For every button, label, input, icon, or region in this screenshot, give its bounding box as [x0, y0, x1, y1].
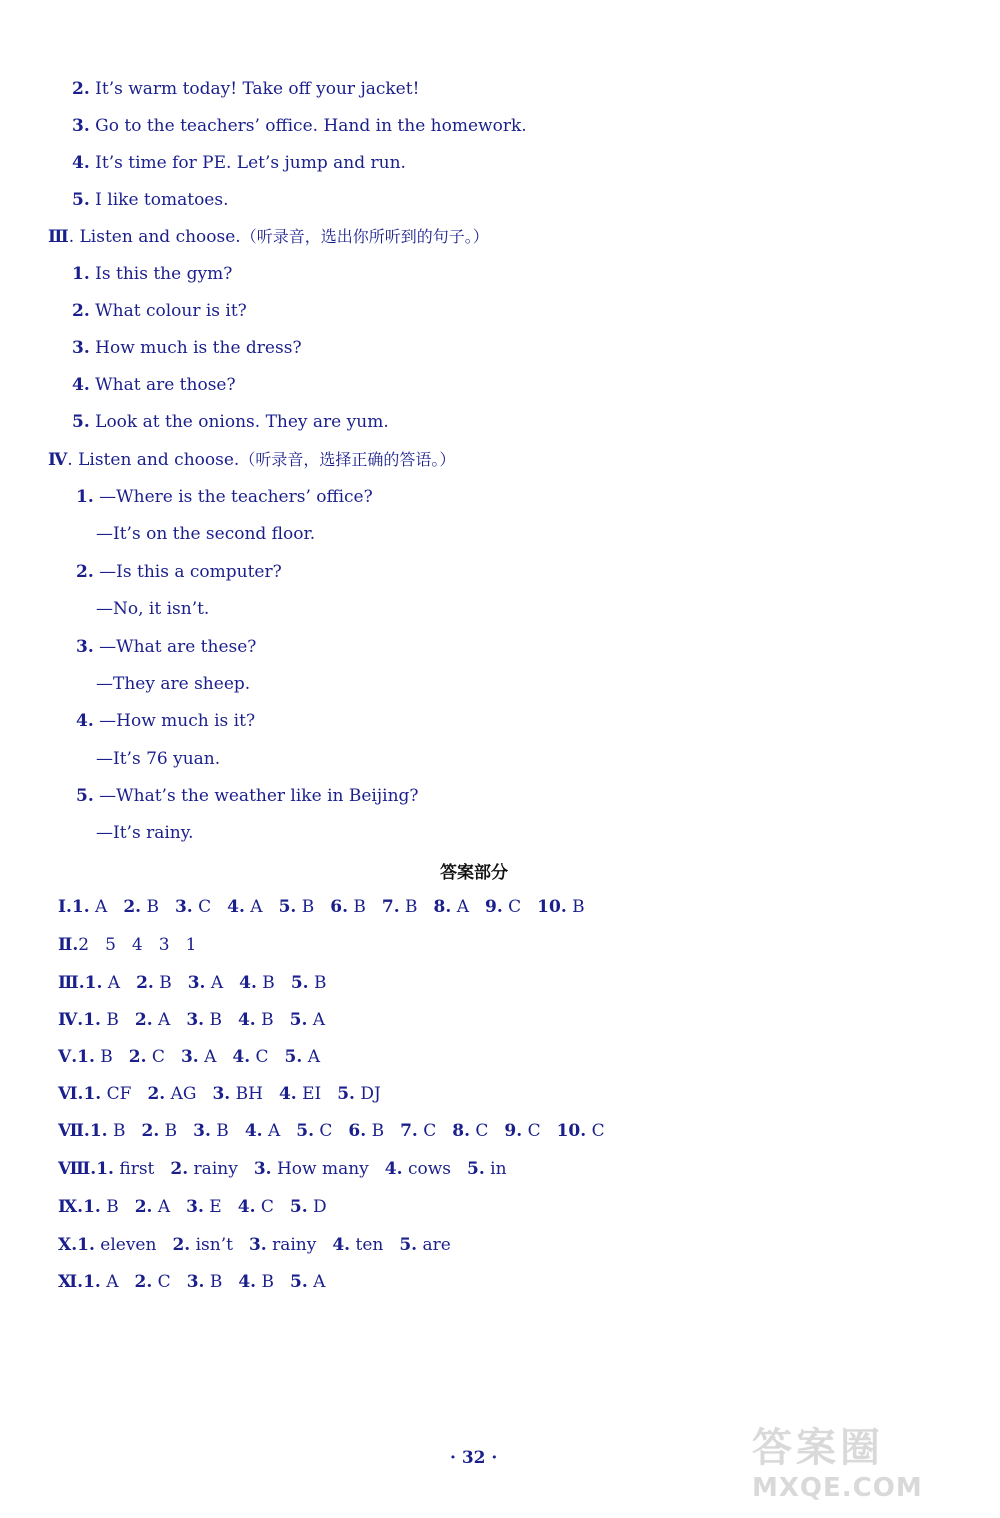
answer-item: 4. EI	[278, 1084, 322, 1104]
answer-item: 4. C	[232, 1047, 269, 1067]
answer-item: 5. A	[284, 1047, 320, 1067]
answer-item: 1. eleven	[77, 1235, 157, 1255]
answer-item: 3. B	[186, 1010, 222, 1030]
answer-item: 1. B	[89, 1121, 126, 1141]
answer-row	[58, 896, 601, 918]
answer-item: 5. C	[296, 1121, 333, 1141]
answer-row	[58, 1120, 621, 1142]
answer-item: 3. B	[186, 1272, 223, 1292]
answer-item: 2. B	[136, 973, 172, 993]
script-line-3: 3. Go to the teachers’ office. Hand in the homework.	[72, 116, 527, 136]
dialogue-question: 4. —How much is it?	[76, 711, 256, 731]
answer-item: 3. B	[193, 1121, 229, 1141]
section-3-item: 4. What are those?	[72, 375, 236, 395]
answer-item: 1. CF	[83, 1084, 132, 1104]
dialogue-answer: —It’s on the second floor.	[96, 524, 316, 544]
page-number: · 32 ·	[450, 1448, 498, 1468]
answer-item: 1. B	[83, 1197, 119, 1217]
answer-item: 5. D	[289, 1197, 327, 1217]
watermark-text: 答案圈	[752, 1425, 884, 1471]
answer-item: 1. B	[77, 1047, 113, 1067]
answer-row-numeral: Ⅸ.	[58, 1197, 84, 1217]
answer-item: 4	[131, 935, 143, 955]
answer-item: 1. B	[83, 1010, 119, 1030]
answer-item: 3. E	[186, 1197, 222, 1217]
answer-item: 1. A	[71, 897, 108, 917]
answer-item: 4. cows	[384, 1159, 451, 1179]
section-3-item: 2. What colour is it?	[72, 301, 247, 321]
section-3-item: 3. How much is the dress?	[72, 338, 302, 358]
answer-item: 2. B	[141, 1121, 178, 1141]
answer-item: 2. A	[134, 1010, 171, 1030]
answer-item: 2. A	[134, 1197, 171, 1217]
answer-item: 5. B	[290, 973, 327, 993]
answer-item: 3	[158, 935, 170, 955]
section-3-item: 5. Look at the onions. They are yum.	[72, 412, 389, 432]
answer-row	[58, 1046, 336, 1068]
dialogue-answer: —It’s rainy.	[96, 823, 194, 843]
section-3-item: 1. Is this the gym?	[72, 264, 233, 284]
answer-item: 2. B	[123, 897, 159, 917]
answer-item: 2. rainy	[170, 1159, 238, 1179]
script-line-5: 5. I like tomatoes.	[72, 190, 229, 210]
dialogue-answer: —They are sheep.	[96, 674, 251, 694]
watermark-logo	[752, 1416, 982, 1503]
answer-row-numeral: Ⅶ.	[58, 1121, 90, 1141]
answer-heading: 答案部分	[440, 863, 508, 883]
dialogue-answer: —It’s 76 yuan.	[96, 749, 221, 769]
watermark-url: MXQE.COM	[752, 1473, 923, 1503]
answer-row	[58, 1234, 467, 1256]
answer-item: 3. rainy	[248, 1235, 317, 1255]
answer-item: 3. A	[187, 973, 224, 993]
dialogue-question: 2. —Is this a computer?	[76, 562, 282, 582]
answer-item: 5. DJ	[337, 1084, 381, 1104]
answer-row	[58, 934, 212, 956]
dialogue-question: 1. —Where is the teachers’ office?	[76, 487, 373, 507]
answer-item: 2. isn’t	[172, 1235, 233, 1255]
answer-item: 3. A	[180, 1047, 217, 1067]
answer-row-numeral: Ⅲ.	[58, 973, 85, 993]
answer-item: 8. C	[452, 1121, 489, 1141]
answer-item: 9. C	[504, 1121, 541, 1141]
answer-item: 2. AG	[147, 1084, 197, 1104]
answer-item: 2. C	[128, 1047, 165, 1067]
answer-item: 3. C	[174, 897, 212, 917]
dialogue-question: 3. —What are these?	[76, 637, 257, 657]
answer-item: 7. C	[400, 1121, 437, 1141]
answer-item: 1. A	[83, 1272, 119, 1292]
answer-row-numeral: Ⅹ.	[58, 1235, 78, 1255]
answer-row	[58, 1196, 343, 1218]
answer-item: 10. C	[556, 1121, 605, 1141]
answer-item: 8. A	[433, 897, 469, 917]
answer-item: 4. C	[237, 1197, 274, 1217]
answer-row	[58, 1083, 397, 1105]
answer-item: 5. A	[289, 1010, 326, 1030]
answer-row-numeral: Ⅰ.	[58, 897, 72, 917]
section-3-title: Ⅲ. Listen and choose.（听录音，选出你所听到的句子。）	[48, 227, 489, 247]
answer-row-numeral: Ⅳ.	[58, 1010, 84, 1030]
answer-item: 5. are	[399, 1235, 451, 1255]
answer-row-numeral: Ⅷ.	[58, 1159, 97, 1179]
answer-item: 3. How many	[253, 1159, 369, 1179]
answer-item: 4. A	[244, 1121, 281, 1141]
dialogue-question: 5. —What’s the weather like in Beijing?	[76, 786, 419, 806]
answer-item: 1. A	[84, 973, 121, 993]
answer-row	[58, 972, 342, 994]
section-4-title: Ⅳ. Listen and choose.（听录音，选择正确的答语。）	[48, 450, 456, 470]
answer-row-numeral: Ⅱ.	[58, 935, 79, 955]
answer-item: 1. first	[96, 1159, 155, 1179]
answer-item: 4. ten	[332, 1235, 384, 1255]
answer-row-numeral: Ⅺ.	[58, 1272, 84, 1292]
answer-item: 5. B	[278, 897, 315, 917]
answer-row-numeral: Ⅵ.	[58, 1084, 84, 1104]
answer-item: 3. BH	[212, 1084, 263, 1104]
answer-item: 4. A	[227, 897, 263, 917]
answer-item: 5	[105, 935, 116, 955]
answer-item: 2. C	[134, 1272, 171, 1292]
answer-item: 9. C	[484, 897, 522, 917]
answer-row	[58, 1009, 341, 1031]
answer-item: 6. B	[330, 897, 366, 917]
answer-row-numeral: Ⅴ.	[58, 1047, 78, 1067]
answer-item: 4. B	[238, 1272, 274, 1292]
answer-item: 4. B	[237, 1010, 274, 1030]
script-line-4: 4. It’s time for PE. Let’s jump and run.	[72, 153, 406, 173]
answer-item: 7. B	[381, 897, 418, 917]
answer-item: 5. A	[290, 1272, 326, 1292]
answer-item: 6. B	[348, 1121, 385, 1141]
answer-item: 1	[185, 935, 197, 955]
answer-row	[58, 1158, 523, 1180]
dialogue-answer: —No, it isn’t.	[96, 599, 210, 619]
answer-row	[58, 1271, 341, 1293]
answer-item: 10. B	[537, 897, 585, 917]
answer-item: 2	[78, 935, 90, 955]
script-line-2: 2. It’s warm today! Take off your jacket!	[72, 79, 420, 99]
answer-item: 5. in	[466, 1159, 507, 1179]
answer-item: 4. B	[239, 973, 275, 993]
